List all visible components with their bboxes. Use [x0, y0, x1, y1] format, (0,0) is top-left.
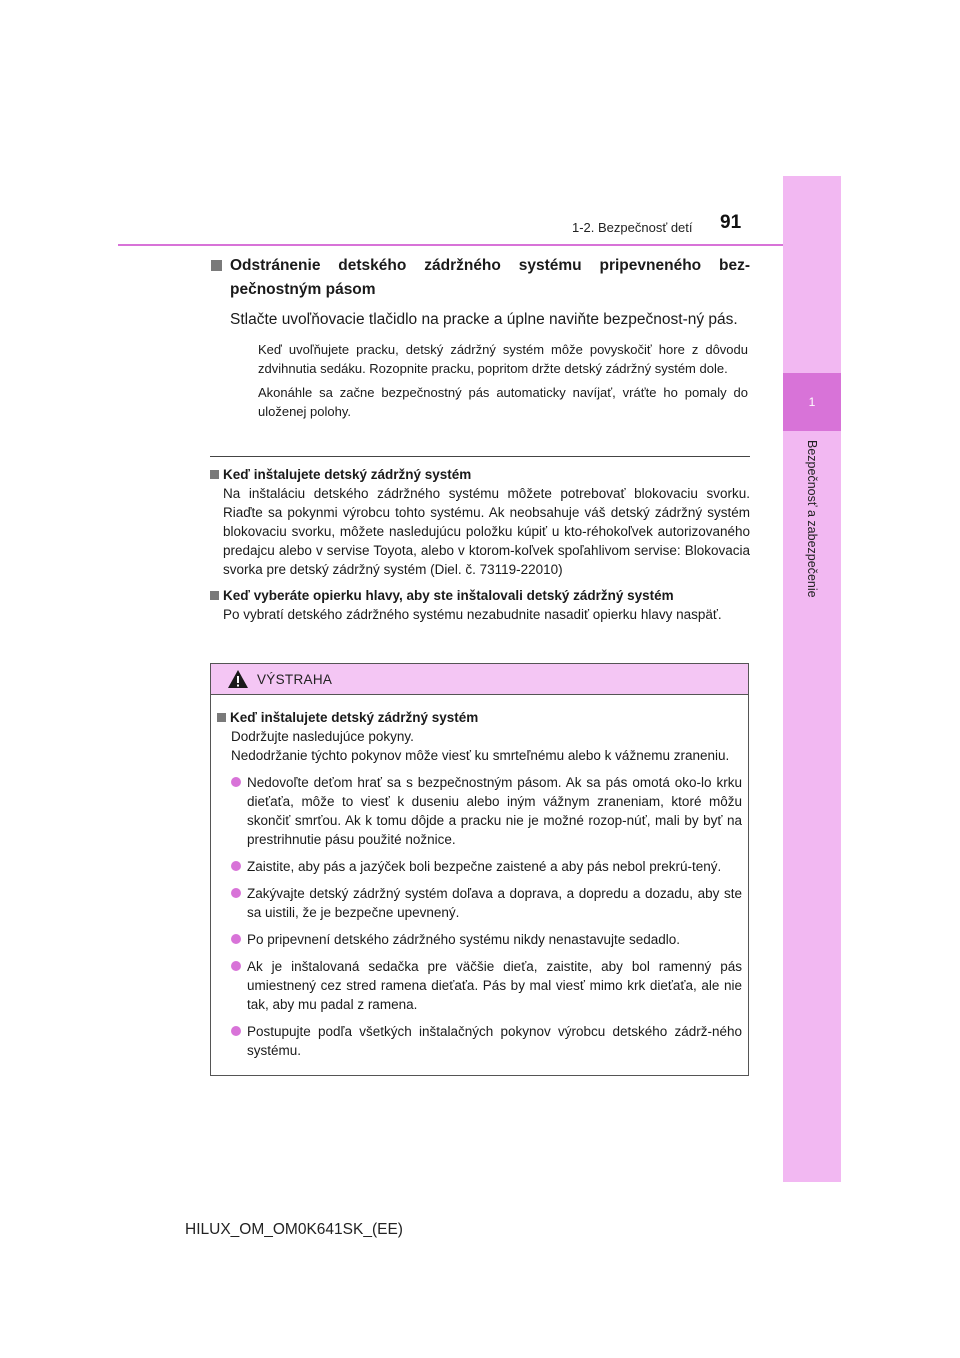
section-heading: Odstránenie detského zádržného systému pripevneného bez-pečnostným pásom: [210, 254, 750, 302]
section-note-1: Keď uvoľňujete pracku, detský zádržný systém môže povyskočiť hore z dôvodu zdvihnutia sedáku. Rozopnite pracku, popritom držte detský zádržný systém dole.: [258, 342, 748, 376]
info-text-1: Na inštaláciu detského zádržného systému môžete potrebovať blokovaciu svorku. Riaďte sa pokynmi výrobcu tohto systému. Ak neobsahuje váš detský zádržný systém blokovaciu svorku, môžete nasledujúcu položku kúpiť u kto-réhokoľvek autorizovaného predajcu alebo v servise Toyota, alebo v ktorom-koľvek spoľahlivom servise: Blokovacia svorka pre detský zádržný systém (Diel. č. 73119-22010): [223, 486, 750, 577]
warning-intro-1: Dodržujte nasledujúce pokyny.: [231, 729, 414, 744]
circle-bullet-icon: [231, 888, 241, 898]
warning-bullet: Nedovoľte deťom hrať sa s bezpečnostným pásom. Ak sa pás omotá oko-lo krku dieťaťa, môže to viesť k duseniu alebo iným vážnym zraneniam, ktoré môžu skončiť smrťou. Ak k tomu dôjde a pracku nie je možné rozop-núť, mali by byť na prestrihnutie pásu použité nožnice.: [231, 773, 742, 849]
warning-label: VÝSTRAHA: [257, 671, 333, 687]
section-divider: [210, 456, 750, 457]
square-bullet-icon: [217, 713, 226, 722]
chapter-number-tab[interactable]: [783, 373, 841, 431]
warning-box: [210, 663, 749, 1076]
page-number: 91: [720, 212, 742, 233]
section-note-2: Akonáhle sa začne bezpečnostný pás automaticky navíjať, vráťte ho pomaly do uloženej polohy.: [258, 385, 748, 419]
circle-bullet-icon: [231, 1026, 241, 1036]
chapter-number: 1: [808, 395, 816, 409]
info-section: [210, 465, 750, 624]
circle-bullet-icon: [231, 934, 241, 944]
warning-body: [211, 695, 748, 1060]
info-heading-1: Keď inštalujete detský zádržný systém: [210, 465, 750, 484]
header-rule: [118, 244, 783, 246]
warning-bullet: Zakývajte detský zádržný systém doľava a doprava, a dopredu a dozadu, aby ste sa uistili, že je bezpečne upevnený.: [231, 884, 742, 922]
circle-bullet-icon: [231, 861, 241, 871]
square-bullet-icon: [210, 470, 219, 479]
warning-bullet: Po pripevnení detského zádržného systému nikdy nenastavujte sedadlo.: [231, 930, 742, 949]
section-title: 1-2. Bezpečnosť detí: [572, 220, 693, 235]
square-bullet-icon: [211, 260, 222, 271]
warning-bullet: Ak je inštalovaná sedačka pre väčšie dieťa, zaistite, aby bol ramenný pás umiestnený cez stred ramena dieťaťa. Pás by mal viesť mimo krk dieťaťa, ale nie tak, aby mu padal z ramena.: [231, 957, 742, 1014]
warning-triangle-icon: [227, 669, 249, 689]
warning-bullet: Postupujte podľa všetkých inštalačných pokynov výrobcu detského zádrž-ného systému.: [231, 1022, 742, 1060]
document-code: HILUX_OM_OM0K641SK_(EE): [185, 1221, 403, 1238]
warning-heading: Keď inštalujete detský zádržný systém: [217, 708, 742, 727]
warning-bullet: Zaistite, aby pás a jazýček boli bezpečne zaistené a aby pás nebol prekrú-tený.: [231, 857, 742, 876]
warning-header: [211, 664, 748, 695]
main-section: [210, 254, 750, 421]
square-bullet-icon: [210, 591, 219, 600]
circle-bullet-icon: [231, 961, 241, 971]
section-instruction: Stlačte uvoľňovacie tlačidlo na pracke a úplne naviňte bezpečnost-ný pás.: [230, 311, 738, 328]
info-heading-2: Keď vyberáte opierku hlavy, aby ste inštalovali detský zádržný systém: [210, 586, 750, 605]
chapter-side-tab: [783, 176, 841, 1182]
info-text-2: Po vybratí detského zádržného systému nezabudnite nasadiť opierku hlavy naspäť.: [223, 607, 722, 622]
warning-intro-2: Nedodržanie týchto pokynov môže viesť ku smrteľnému alebo k vážnemu zraneniu.: [231, 748, 730, 763]
circle-bullet-icon: [231, 777, 241, 787]
